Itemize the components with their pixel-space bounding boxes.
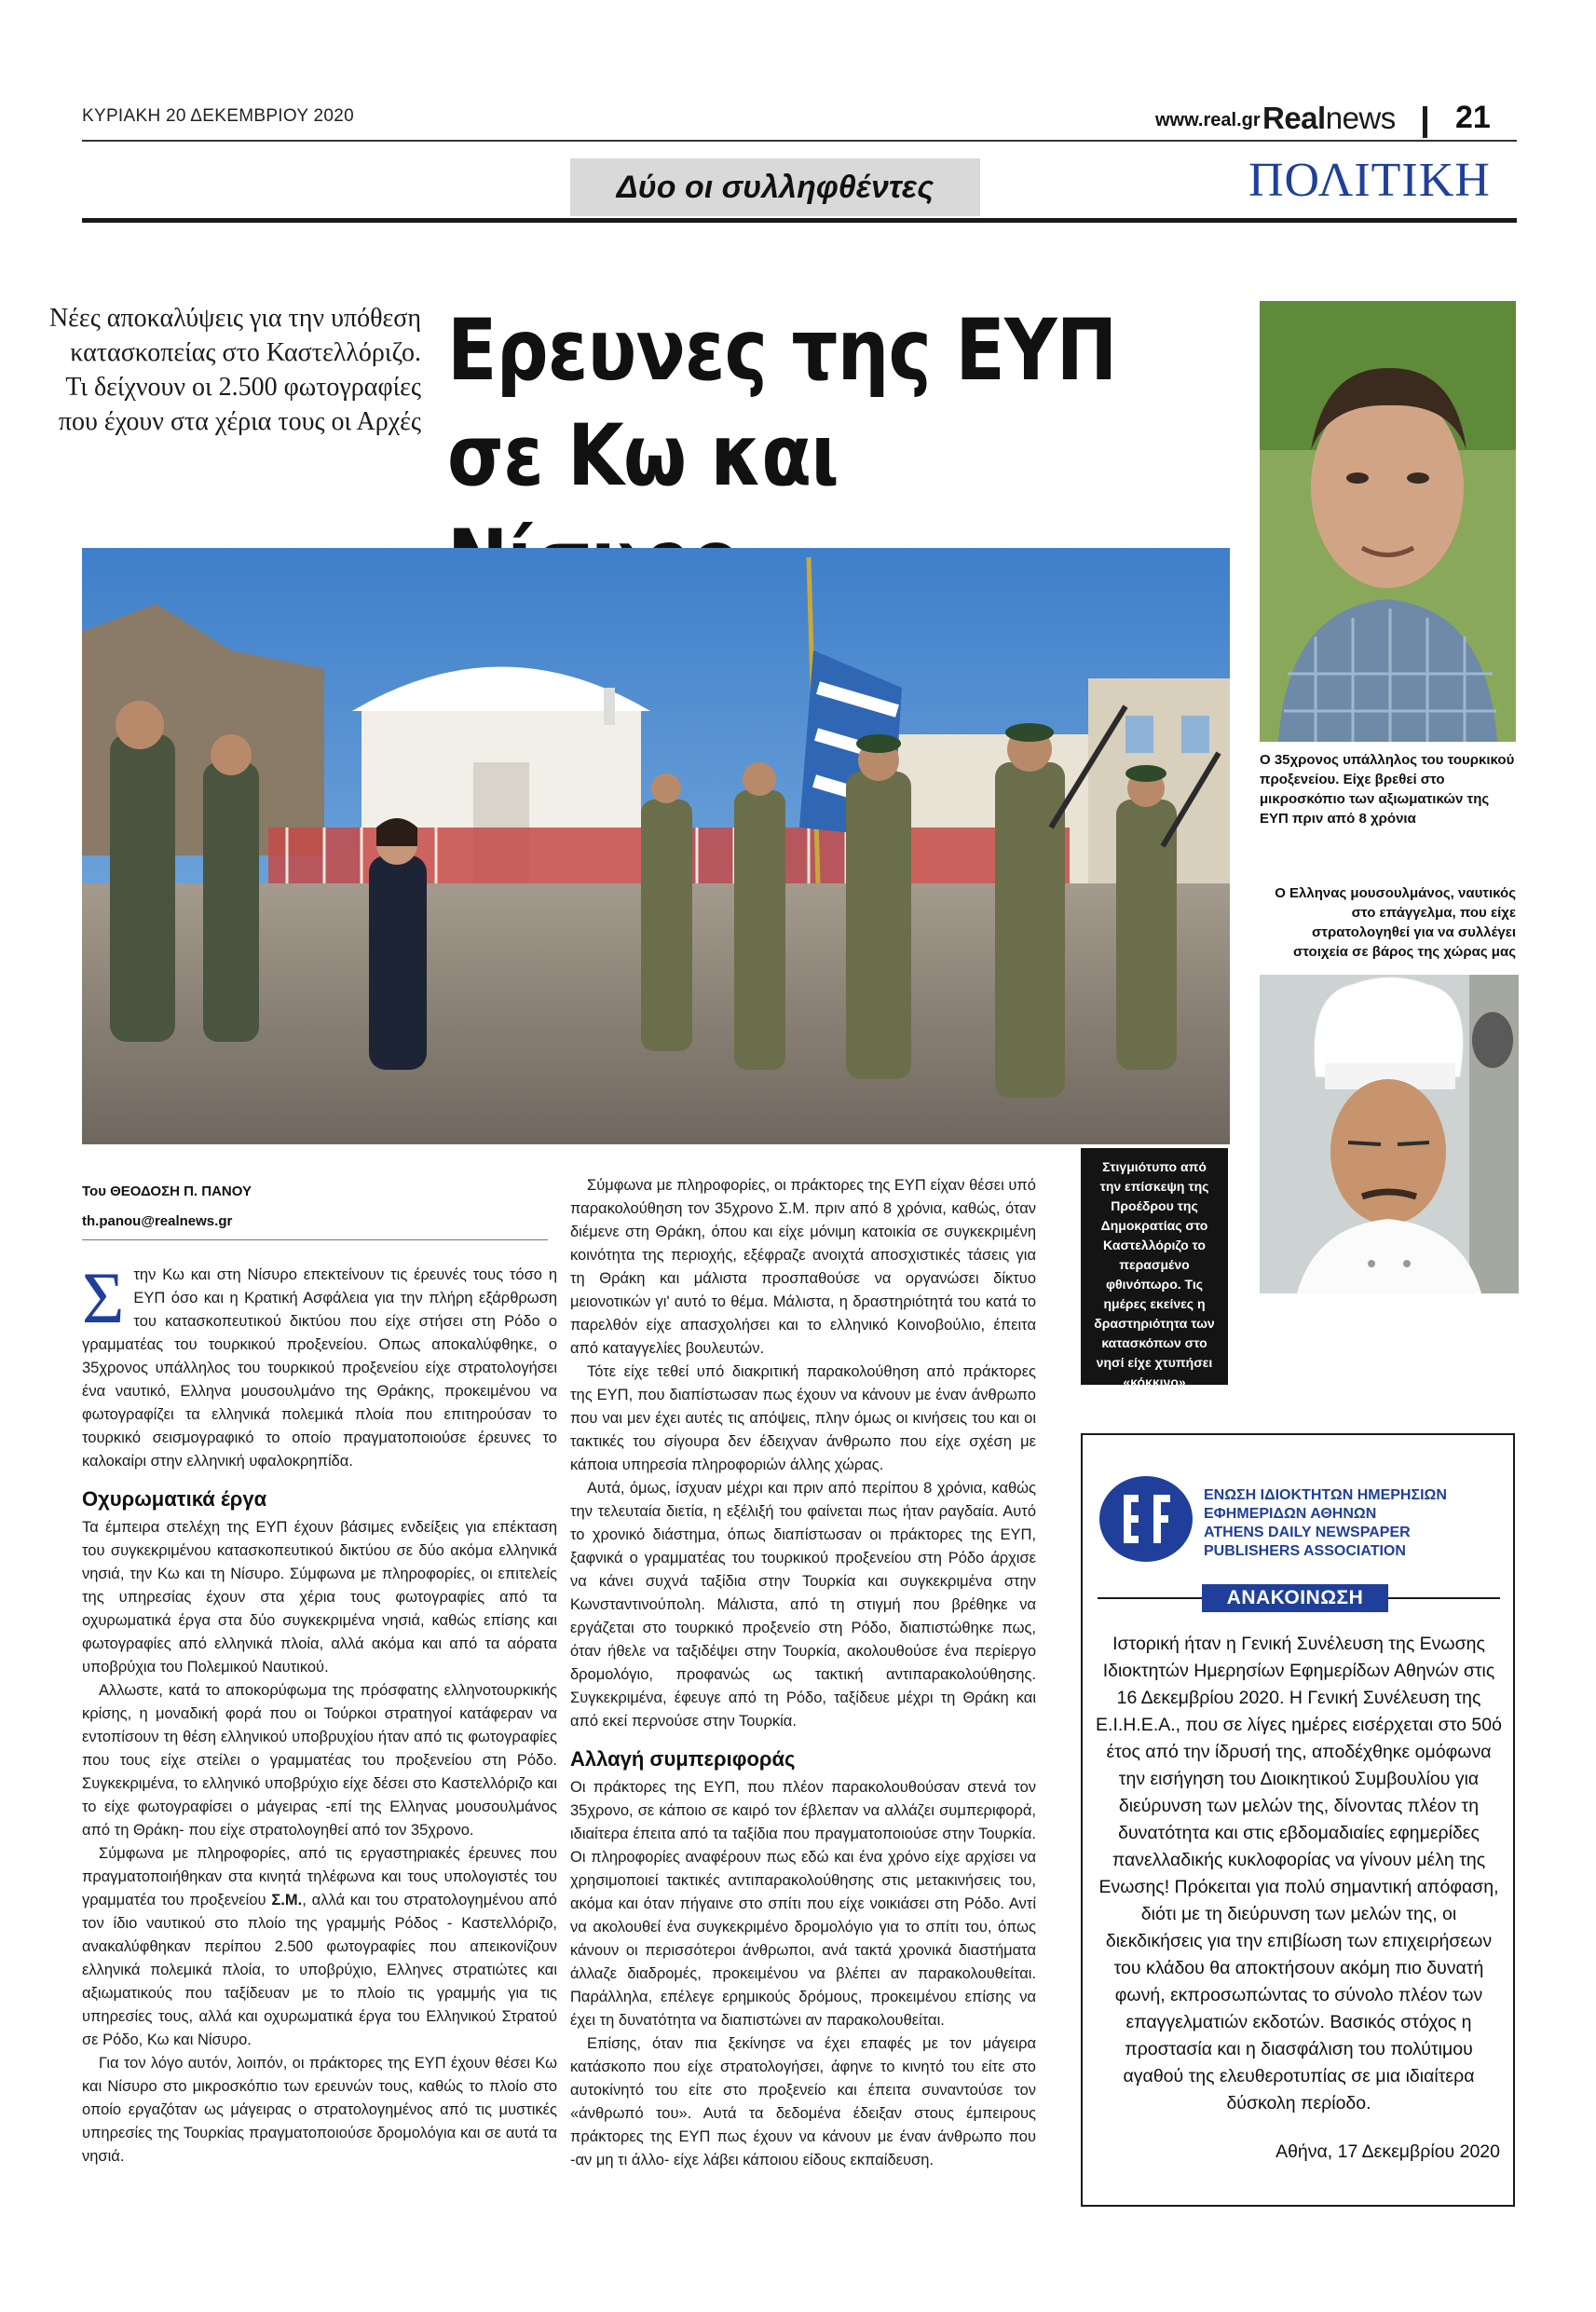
headline-line-2: σε Κω και	[447, 407, 839, 505]
brand-logo	[1262, 101, 1396, 136]
page-number: 21	[1455, 100, 1491, 135]
header-thick-rule	[82, 218, 1517, 223]
photo-caption-consulate-employee: Ο 35χρονος υπάλληλος του τουρκικού προξενείου. Είχε βρεθεί στο μικροσκόπιο των αξιωματικών της ΕΥΠ πριν από 8 χρόνια	[1260, 752, 1515, 827]
paragraph-text: Σύμφωνα με πληροφορίες, από τις εργαστηριακές έρευνες που πραγματοποιήθηκαν στα κινητά τηλέφωνα και τους υπολογιστές του γραμματέα του προξενείου	[82, 1845, 557, 1908]
portrait-illustration-1	[1260, 301, 1516, 742]
issue-date: ΚΥΡΙΑΚΗ 20 ΔΕΚΕΜΒΡΙΟΥ 2020	[82, 106, 355, 126]
association-name-line: ΕΦΗΜΕΡΙΔΩΝ ΑΘΗΝΩΝ	[1204, 1506, 1377, 1522]
association-name-line: PUBLISHERS ASSOCIATION	[1204, 1543, 1406, 1559]
subheading: Αλλαγή συμπεριφοράς	[570, 1747, 796, 1771]
announcement-signature: Αθήνα, 17 Δεκεμβρίου 2020	[1275, 2141, 1500, 2162]
section-title: ΠΟΛΙΤΙΚΗ	[1248, 154, 1491, 207]
paragraph: Επίσης, όταν πια ξεκίνησε να έχει επαφές με τον μάγειρα κατάσκοπο που είχε στρατολογήσει, άφηνε το κινητό του είτε στο αυτοκίνητό του είτε στο προξενείο και έπειτα συναντούσε τον «άνθρωπό του». Αυτά τα δεδομένα έδειξαν στους έμπειρους πράκτορες της ΕΥΠ πως έχουν να κάνουν με έναν άνθρωπο που -αν μη τι άλλο- είχε λάβει κάποιου είδους εκπαίδευση.	[570, 2035, 1036, 2168]
paragraph: Σύμφωνα με πληροφορίες, οι πράκτορες της ΕΥΠ είχαν θέσει υπό παρακολούθηση τον 35χρονο Σ.Μ. πριν από 8 χρόνια, καθώς, όταν διέμενε στη Θράκη, όπου και είχε μόνιμη κατοικία σε συγκεκριμένη κοινότητα της περιοχής, εξέφραζε ανοιχτά αποσχιστικές τάσεις για τη Θράκη και μάλιστα προσπαθούσε να οργανώσει δίκτυο μειονοτικών γι' αυτό το θέμα. Μάλιστα, η δραστηριότητά του κατά το παρελθόν είχε απασχολήσει και το ελληνικό Κοινοβούλιο, έπειτα από καταγγελίες βουλευτών.	[570, 1177, 1036, 1357]
paragraph	[82, 1842, 557, 2052]
drop-cap: Σ	[82, 1257, 125, 1338]
paragraph: Οι πράκτορες της ΕΥΠ, που πλέον παρακολουθούσαν στενά τον 35χρονο, σε κάποιο σε καιρό τον έβλεπαν να αλλάζει συμπεριφορά, ιδιαίτερα έπειτα από τα ταξίδια που πραγματοποιούσε στην Τουρκία. Οι πληροφορίες αναφέρουν πως εδώ και ένα χρόνο είχε αρχίσει να χρησιμοποιεί τακτικές αντιπαρακολούθησης στις μετακινήσεις του, ακόμα και όταν πήγαινε στο σπίτι που είχε νοικιάσει στη Ρόδο. Αντί να ακολουθεί ένα συγκεκριμένο δρομολόγιο για το σπίτι του, όπως κάνουν οι περισσότεροι άνθρωποι, ανά τακτά χρονικά διαστήματα άλλαζε διαδρομές, προκειμένου να βλέπει αν παρακολουθείται. Παράλληλα, επέλεγε ερημικούς δρόμους, προκειμένου επίσης να έχει τη δυνατότητα να διαπιστώνει αν παρακολουθείται.	[570, 1779, 1036, 2029]
paragraph: Τα έμπειρα στελέχη της ΕΥΠ έχουν βάσιμες ενδείξεις για επέκταση του συγκεκριμένου κατασκοπευτικού δικτύου σε δύο ακόμα ελληνικά νησιά, την Κω και τη Νίσυρο. Σύμφωνα με πληροφορίες, οι επιτελείς της υπηρεσίας έχουν στα χέρια τους φωτογραφίες από τα οχυρωματικά έργα στα δύο συγκεκριμένα νησιά, καθώς επίσης και φωτογραφίες από ελληνικά πλοία, αλλά ακόμα και από τα αόρατα υποβρύχια του Πολεμικού Ναυτικού.	[82, 1519, 557, 1676]
paragraph-text: την Κω και στη Νίσυρο επεκτείνουν τις έρευνές τους τόσο η ΕΥΠ όσο και η Κρατική Ασφάλεια για την πλήρη εξάρθρωση του κατασκοπευτικού δικτύου που είχε στήσει στη Ρόδο ο γραμματέας του τουρκικού προξενείου. Οπως αποκαλύφθηκε, ο 35χρονος υπάλληλος του τουρκικού προξενείου είχε στρατολογήσει ένα ναυτικό, Ελληνα μουσουλμάνο της Θράκης, προκειμένου να φωτογραφίζει τα ελληνικά πολεμικά πλοία που επιτηρούσαν το τουρκικό σεισμογραφικό το οποίο πραγματοποιούσε έρευνες το καλοκαίρι στην ελληνική υφαλοκρηπίδα.	[82, 1266, 557, 1470]
site-url[interactable]: www.real.gr	[1155, 110, 1261, 130]
announcement-body: Ιστορική ήταν η Γενική Συνέλευση της Ενωσης Ιδιοκτητών Ημερησίων Εφημερίδων Αθηνών στις 16 Δεκεμβρίου 2020. Η Γενική Συνέλευση της Ε.Ι.Η.Ε.Α., που σε λίγες ημέρες εισέρχεται στο 50ό έτος από την ίδρυσή της, αποδέχθηκε ομόφωνα την εισήγηση του Διοικητικού Συμβουλίου για διεύρυνση των μελών της, δίνοντας πλέον τη δυνατότητα και στις εβδομαδιαίες εφημερίδες πανελλαδικής κυκλοφορίας να γίνουν μέλη της Ενωσης! Πρόκειται για πολύ σημαντική απόφαση, διότι με τη διεύρυνση των μελών της, οι διεκδικήσεις για την επιβίωση των επιχειρήσεων του κλάδου θα αποκτήσουν ακόμη πιο δυνατή φωνή, εκπροσωπώντας το σύνολο πλέον των επαγγελματιών εκδοτών. Βασικός στόχος η προστασία και η διασφάλιση του πολύτιμου αγαθού της ελευθεροτυπίας σε μια ιδιαίτερα δύσκολη περίοδο.	[1096, 1634, 1502, 2114]
paragraph-text: , αλλά και του στρατολογημένου από τον ίδιο ναυτικού στο πλοίο της γραμμής Ρόδος - Καστελλόριζο, ανακαλύφθηκαν περίπου 2.500 φωτογραφίες που απεικονίζουν ελληνικά πολεμικά πλοία, το υποβρύχιο, Ελληνες στρατιώτες και αξιωματικούς που ταξίδευαν με το πλοίο τις γραμμής για τις υπηρεσίες τους, αλλά και οχυρωματικά έργα του Ελληνικού Στρατού σε Ρόδο, Κω και Νίσυρο.	[82, 1892, 557, 2048]
header-separator	[1423, 106, 1427, 138]
association-name-line: ATHENS DAILY NEWSPAPER	[1204, 1525, 1411, 1540]
headline-line-1: Ερευνες της ΕΥΠ	[447, 302, 1117, 400]
kicker-label: Δύο οι συλληφθέντες	[570, 158, 980, 216]
association-name	[1204, 1486, 1502, 1561]
article-column-2	[570, 1174, 1036, 2172]
paragraph: Τότε είχε τεθεί υπό διακριτική παρακολούθηση από πράκτορες της ΕΥΠ, που διαπίστωσαν πως έχουν να κάνουν με έναν άνθρωπο που ναι μεν έχει αυτές τις απόψεις, πλην όμως οι κινήσεις του και οι τακτικές του σίγουρα δεν έδειχναν άνθρωπο που είχε σχέση με κάποια υπηρεσία πληροφοριών άλλης χώρας.	[570, 1363, 1036, 1473]
author-email[interactable]: th.panou@realnews.gr	[82, 1213, 233, 1229]
paragraph: Αυτά, όμως, ίσχυαν μέχρι και πριν από περίπου 8 χρόνια, καθώς την τελευταία διετία, η εξέλιξή του φαίνεται πως ήταν ραγδαία. Αυτό το χρονικό διάστημα, όπως διαπίστωσαν οι πράκτορες της ΕΥΠ, ξαφνικά ο γραμματέας του τουρκικού προξενείου στη Ρόδο άρχισε να κάνει συχνά ταξίδια στην Τουρκία και συγκεκριμένα στην Κωνσταντινούπολη. Μάλιστα, από τη στιγμή που βρέθηκε να εργάζεται στο τουρκικό προξενείο στη Ρόδο, διαπιστώθηκε πως, όταν ήθελε να ταξιδέψει στην Τουρκία, ακολουθούσε ένα περίεργο δρομολόγιο, προφανώς ως τακτική αντιπαρακολούθησης. Συγκεκριμένα, έφευγε από τη Ρόδο, ταξίδευε μέχρι τη Θράκη και από εκεί περνούσε στην Τουρκία.	[570, 1480, 1036, 1730]
association-logo-icon	[1098, 1474, 1194, 1564]
byline-rule	[82, 1239, 548, 1240]
subheading: Οχυρωματικά έργα	[82, 1487, 267, 1511]
paragraph: Για τον λόγο αυτόν, λοιπόν, οι πράκτορες της ΕΥΠ έχουν θέσει Κω και Νίσυρο στο μικροσκόπιο των ερευνών τους, καθώς το πλοίο στο οποίο εργαζόταν ως μάγειρας ο στρατολογημένος από τις μυστικές υπηρεσίες της Τουρκίας πραγματοποιούσε δρομολόγια και σε αυτά τα νησιά.	[82, 2055, 557, 2165]
photo-caption-sailor: Ο Ελληνας μουσουλμάνος, ναυτικός στο επάγγελμα, που είχε στρατολογηθεί για να συλλέγει στοιχεία σε βάρος της χώρας μας	[1275, 885, 1516, 960]
article-deck: Νέες αποκαλύψεις για την υπόθεση κατασκοπείας στο Καστελλόριζο. Τι δείχνουν οι 2.500 φωτογραφίες που έχουν στα χέρια τους οι Αρχές	[48, 304, 421, 436]
announcement-label: ΑΝΑΚΟΙΝΩΣΗ	[1202, 1584, 1388, 1612]
association-name-line: ΕΝΩΣΗ ΙΔΙΟΚΤΗΤΩΝ ΗΜΕΡΗΣΙΩΝ	[1204, 1487, 1447, 1503]
main-photo	[82, 548, 1230, 1144]
paragraph: Αλλωστε, κατά το αποκορύφωμα της πρόσφατης ελληνοτουρκικής κρίσης, η μοναδική φορά που οι Τούρκοι στρατηγοί κατάφεραν να εντοπίσουν τη θέση ελληνικού υποβρυχίου ήταν από τις φωτογραφίες που τους είχε στείλει ο γραμματέας του προξενείου στη Ρόδο. Συγκεκριμένα, το ελληνικό υποβρύχιο είχε δέσει στο Καστελλόριζο και το είχε φωτογραφίσει ο μάγειρας -επί της Ελληνας μουσουλμάνος από τη Θράκη- που είχε στρατολογηθεί από τον 35χρονο.	[82, 1682, 557, 1839]
main-photo-caption: Στιγμιότυπο από την επίσκεψη της Προέδρου της Δημοκρατίας στο Καστελλόριζο το περασμένο φθινόπωρο. Τις ημέρες εκείνες η δραστηριότητα των κατασκόπων στο νησί είχε χτυπήσει «κόκκινο»	[1081, 1148, 1228, 1385]
portrait-photo-consulate-employee	[1260, 301, 1516, 742]
brand-logo-real: Real	[1262, 101, 1326, 135]
brand-logo-news: news	[1325, 101, 1396, 135]
header-rule	[82, 140, 1517, 142]
paragraph	[82, 1257, 557, 1473]
article-column-1	[82, 1257, 557, 2168]
paragraph-bold: Σ.Μ.	[271, 1892, 303, 1908]
portrait-photo-sailor	[1260, 975, 1519, 1293]
association-announcement-box	[1081, 1433, 1515, 2207]
main-photo-illustration	[82, 548, 1230, 1144]
portrait-illustration-2	[1260, 975, 1519, 1293]
author-byline: Του ΘΕΟΔΟΣΗ Π. ΠΑΝΟΥ	[82, 1183, 252, 1199]
